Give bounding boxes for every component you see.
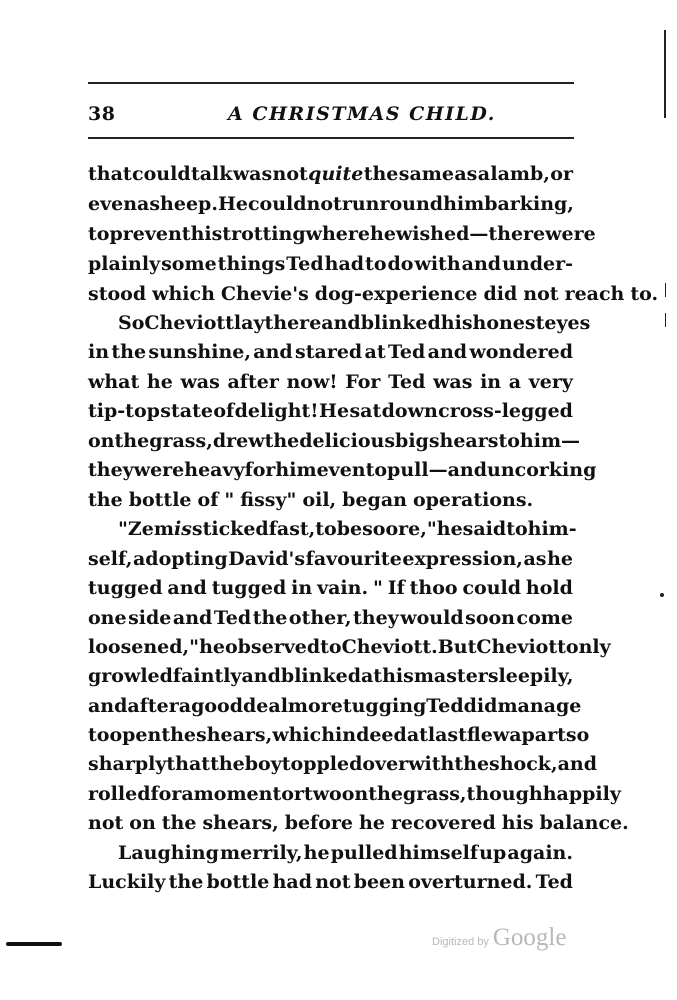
word: delicious (299, 430, 396, 452)
text-line (88, 162, 573, 186)
text-line (88, 222, 596, 246)
word: reach (564, 283, 625, 305)
word: But (437, 636, 477, 658)
word: the (114, 430, 150, 452)
word: sunshine, (148, 341, 251, 363)
word: of (197, 489, 219, 511)
word: adopting (132, 548, 228, 570)
word: the (168, 871, 204, 893)
page-number: 38 (88, 103, 116, 125)
text-line (88, 811, 629, 835)
word: Cheviott (476, 636, 566, 658)
word: there (264, 312, 322, 334)
word: at (406, 724, 428, 746)
word: round (379, 193, 444, 215)
word: to (506, 518, 528, 540)
word: Ted (286, 253, 324, 275)
word: vain. (317, 577, 369, 599)
word: delight! (234, 400, 319, 422)
word: the (161, 812, 197, 834)
word: merrily, (220, 842, 303, 864)
word: his (190, 223, 223, 245)
word: flew (466, 724, 510, 746)
text-line (88, 694, 582, 718)
word: blinked (360, 312, 441, 334)
word: uncorking (487, 459, 597, 481)
word: barking, (484, 193, 574, 215)
word: him (443, 193, 485, 215)
word: were (133, 459, 185, 481)
word: honest (472, 312, 545, 334)
word: was (180, 371, 220, 393)
word: be (336, 518, 363, 540)
word: him— (519, 430, 581, 452)
text-line (88, 870, 573, 894)
word: not (315, 871, 351, 893)
word: rolled (88, 783, 151, 805)
word: Ted (535, 871, 573, 893)
word: his (382, 665, 414, 687)
word: began (342, 489, 407, 511)
text-line (88, 370, 573, 394)
word: run (341, 193, 380, 215)
word: to (315, 518, 337, 540)
word: is (173, 518, 192, 540)
text-line (88, 488, 573, 512)
word: to. (630, 283, 659, 305)
word: manage (497, 695, 582, 717)
word: himself (398, 842, 479, 864)
word: had (324, 253, 365, 275)
word: which (272, 724, 336, 746)
word: one (88, 607, 127, 629)
word: to (365, 459, 388, 481)
word: moment (193, 783, 282, 805)
word: the (264, 430, 300, 452)
word: and (167, 577, 207, 599)
text-line (88, 635, 611, 659)
word: or (281, 783, 304, 805)
word: did (463, 695, 498, 717)
watermark-prefix: Digitized by (432, 936, 489, 948)
word: were (545, 223, 596, 245)
word: sticked (191, 518, 269, 540)
word: bottle (128, 489, 192, 511)
text-line (88, 429, 581, 453)
word: on (129, 812, 156, 834)
word: Chevie's (220, 283, 309, 305)
word: and (172, 607, 213, 629)
word: pulled (330, 842, 398, 864)
text-line (88, 841, 573, 865)
word: in (88, 341, 110, 363)
word: David's (228, 548, 306, 570)
word: he (303, 842, 330, 864)
word: and (427, 341, 468, 363)
text-line (88, 782, 621, 806)
word: Ted (213, 607, 252, 629)
word: growled (88, 665, 173, 687)
word: For (345, 371, 381, 393)
word: which (152, 283, 215, 305)
word: happily (542, 783, 621, 805)
word: " (224, 489, 235, 511)
word: bottle (206, 871, 270, 893)
word: with (414, 253, 461, 275)
text-line (88, 340, 573, 364)
word: and (241, 665, 281, 687)
word: even (88, 193, 138, 215)
word: up (479, 842, 507, 864)
word: the (454, 753, 490, 775)
word: tugged (88, 577, 163, 599)
word: said (462, 518, 507, 540)
text-line (88, 576, 573, 600)
word: come (516, 607, 573, 629)
word: dog-experience (314, 283, 478, 305)
word: at (360, 665, 383, 687)
right-margin-tick-1 (665, 283, 666, 297)
word: where (305, 223, 370, 245)
word: expression, (402, 548, 523, 570)
word: do (387, 253, 414, 275)
word: shears, (202, 812, 279, 834)
text-line (88, 752, 598, 776)
word: Ted (426, 695, 464, 717)
word: the (252, 607, 288, 629)
right-margin-tick-2 (665, 313, 666, 327)
word: and (557, 753, 598, 775)
word: favourite (305, 548, 402, 570)
word: not (272, 163, 308, 185)
word: same (398, 163, 454, 185)
word: pull—and (387, 459, 487, 481)
word: stood (88, 283, 147, 305)
word: shock, (489, 753, 558, 775)
word: toppled (281, 753, 363, 775)
word: a (181, 783, 194, 805)
word: tip-top (88, 400, 160, 422)
text-line (88, 606, 573, 630)
word: overturned. (408, 871, 533, 893)
word: quite (308, 163, 364, 185)
word: a (508, 371, 522, 393)
word: Cheviott (144, 312, 234, 334)
word: heavy (184, 459, 245, 481)
word: so (565, 724, 590, 746)
word: recovered (390, 812, 496, 834)
word: been (353, 871, 405, 893)
word: sharply (88, 753, 167, 775)
word: the (363, 163, 399, 185)
word: at (364, 341, 386, 363)
text-line (88, 517, 577, 541)
word: what (88, 371, 140, 393)
word: under- (502, 253, 573, 275)
word: open (109, 724, 162, 746)
word: soore," (362, 518, 437, 540)
word: deal (243, 695, 288, 717)
text-line (88, 252, 573, 276)
word: would (400, 607, 464, 629)
word: and (253, 341, 293, 363)
word: shears (428, 430, 499, 452)
word: plainly (88, 253, 161, 275)
word: for (244, 459, 276, 481)
margin-dot (660, 593, 664, 597)
word: sleepily, (487, 665, 574, 687)
word: for (150, 783, 182, 805)
text-line (88, 311, 591, 335)
word: on (88, 430, 115, 452)
word: before (284, 812, 354, 834)
word: thoo (409, 577, 458, 599)
word: the (111, 341, 147, 363)
word: not (306, 193, 342, 215)
word: prevent (109, 223, 191, 245)
word: indeed (335, 724, 407, 746)
word: the (368, 783, 403, 805)
word: hold (525, 577, 573, 599)
text-line (88, 458, 597, 482)
word: they (353, 607, 399, 629)
word: he (199, 636, 225, 658)
word: big (395, 430, 429, 452)
word: the (210, 753, 245, 775)
word: things (217, 253, 286, 275)
word: grass, (149, 430, 213, 452)
word: Luckily (88, 871, 166, 893)
word: shears, (196, 724, 273, 746)
word: even (316, 459, 366, 481)
word: He (319, 400, 350, 422)
word: not (88, 812, 124, 834)
word: was (232, 163, 273, 185)
word: a (477, 163, 491, 185)
word: in (291, 577, 313, 599)
word: as (454, 163, 478, 185)
text-line (88, 664, 573, 688)
text-line (88, 547, 573, 571)
word: drew (212, 430, 265, 452)
word: sat (349, 400, 382, 422)
word: Zem (127, 518, 174, 540)
word: other, (288, 607, 352, 629)
word: faintly (172, 665, 242, 687)
word: though (466, 783, 543, 805)
word: the (88, 489, 123, 511)
word: he (370, 223, 396, 245)
text-line (88, 723, 590, 747)
word: " (372, 577, 383, 599)
word: was (433, 371, 473, 393)
word: now! (286, 371, 338, 393)
word: cross-legged (438, 400, 573, 422)
word: side (128, 607, 172, 629)
word: operations. (412, 489, 534, 511)
word: wondered (469, 341, 573, 363)
word: and (88, 695, 128, 717)
word: balance. (539, 812, 629, 834)
word: He (217, 193, 248, 215)
word: did (483, 283, 518, 305)
watermark-brand: Google (492, 924, 567, 951)
word: and (321, 312, 361, 334)
word: to (320, 636, 342, 658)
word: apart (509, 724, 566, 746)
word: good (191, 695, 244, 717)
word: could (132, 163, 191, 185)
left-edge-mark (6, 942, 62, 946)
word: or (550, 163, 573, 185)
word: very (528, 371, 573, 393)
word: that (88, 163, 132, 185)
word: last (427, 724, 467, 746)
word: eyes (544, 312, 591, 334)
word: loosened," (88, 636, 200, 658)
text-line (88, 399, 573, 423)
word: only (565, 636, 611, 658)
word: with (408, 753, 455, 775)
word: Cheviott. (341, 636, 438, 658)
word: oil, (302, 489, 337, 511)
word: to (498, 430, 520, 452)
word: trotting (222, 223, 306, 245)
word: he (547, 548, 573, 570)
word: him- (527, 518, 577, 540)
word: tugged (211, 577, 287, 599)
word: blinked (280, 665, 361, 687)
word: to (88, 223, 110, 245)
word: could (462, 577, 522, 599)
word: more (287, 695, 343, 717)
word: down (381, 400, 438, 422)
text-line (88, 192, 573, 216)
word: tugging (342, 695, 427, 717)
word: again. (507, 842, 573, 864)
word: as (523, 548, 547, 570)
word: lamb, (490, 163, 550, 185)
word: If (387, 577, 405, 599)
word: on (341, 783, 369, 805)
word: he (146, 371, 173, 393)
word: the (161, 724, 197, 746)
word: in (480, 371, 502, 393)
word: to (88, 724, 110, 746)
word: after (127, 695, 179, 717)
word: sheep. (149, 193, 218, 215)
word: some (161, 253, 217, 275)
word: a (178, 695, 192, 717)
word: they (88, 459, 134, 481)
text-line (88, 282, 659, 306)
word: of (213, 400, 235, 422)
word: wished—there (395, 223, 546, 245)
word: grass, (402, 783, 467, 805)
word: he (436, 518, 463, 540)
word: self, (88, 548, 133, 570)
word: fissy" (240, 489, 297, 511)
word: not (523, 283, 559, 305)
word: to (365, 253, 387, 275)
word: him (275, 459, 317, 481)
word: talk (190, 163, 233, 185)
word: two (303, 783, 342, 805)
word: So (118, 312, 145, 334)
word: " (118, 518, 128, 540)
word: that (166, 753, 211, 775)
word: Ted (388, 371, 426, 393)
word: could (247, 193, 307, 215)
right-margin-line (664, 30, 666, 118)
running-title: A CHRISTMAS CHILD. (228, 103, 496, 125)
word: his (440, 312, 473, 334)
word: boy (244, 753, 282, 775)
word: had (272, 871, 312, 893)
google-watermark (432, 924, 566, 952)
word: Ted (387, 341, 426, 363)
word: master (413, 665, 488, 687)
word: after (227, 371, 279, 393)
header-rule (88, 137, 574, 139)
word: and (461, 253, 502, 275)
top-rule (88, 82, 574, 84)
word: fast, (268, 518, 316, 540)
word: over (362, 753, 409, 775)
word: his (501, 812, 534, 834)
word: stared (295, 341, 363, 363)
word: lay (233, 312, 265, 334)
word: a (137, 193, 150, 215)
word: he (359, 812, 385, 834)
word: Laughing (118, 842, 219, 864)
word: soon (465, 607, 515, 629)
word: observed (224, 636, 321, 658)
word: state (160, 400, 213, 422)
